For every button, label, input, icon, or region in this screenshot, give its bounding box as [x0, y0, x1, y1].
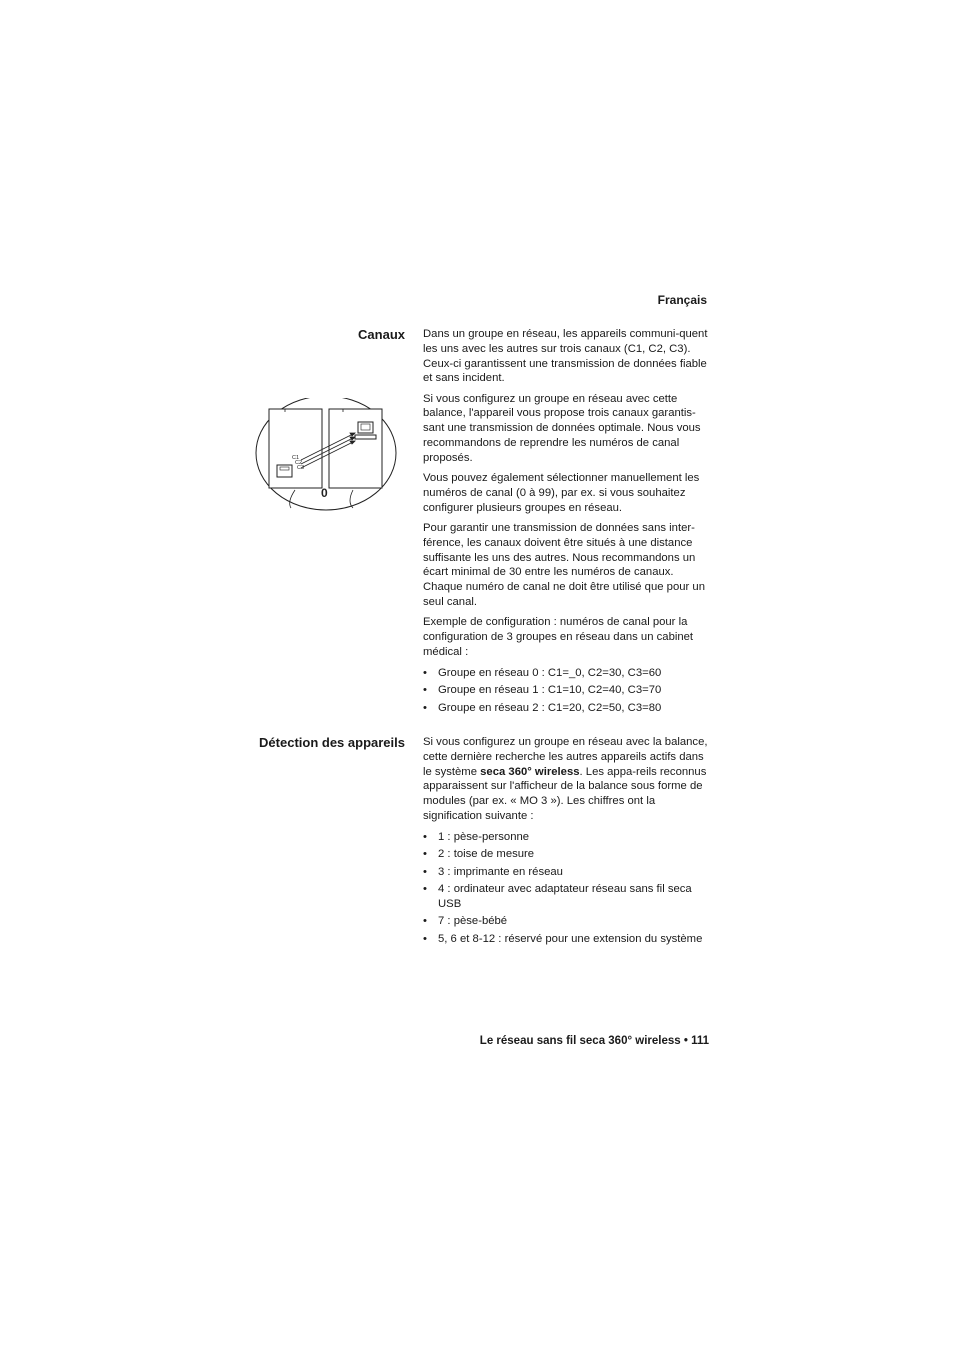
bullet-icon: • — [423, 684, 427, 697]
language-label: Français — [657, 293, 707, 307]
bullet-list — [423, 666, 715, 716]
page-footer: Le réseau sans fil seca 360° wireless • 111 — [479, 1035, 709, 1047]
list-item — [423, 830, 715, 845]
paragraph: Exemple de configuration : numéros de canal pour la configuration de 3 groupes en réseau dans un cabinet médical : — [423, 616, 694, 658]
channel-label-c3: C3 — [297, 465, 305, 471]
list-item — [423, 701, 715, 716]
paragraph: Dans un groupe en réseau, les appareils communi-quent les uns avec les autres sur trois canaux (C1, C2, C3). Ceux-ci garantissent une transmission de données fiable et sans incident. — [423, 328, 708, 385]
list-item-text: 1 : pèse-personne — [438, 830, 530, 843]
list-item-text: 5, 6 et 8-12 : réservé pour une extension du système — [438, 932, 703, 945]
paragraph: Vous pouvez également sélectionner manuellement les numéros de canal (0 à 99), par ex. si vous souhaitez configurer plusieurs groupes en réseau. — [423, 472, 700, 514]
list-item-text: 2 : toise de mesure — [438, 848, 535, 861]
bullet-icon: • — [423, 865, 427, 878]
product-name: seca 360° wireless — [480, 765, 580, 778]
section-heading-canaux: Canaux — [358, 327, 405, 342]
list-item — [423, 683, 715, 698]
bullet-icon: • — [423, 666, 427, 679]
list-item — [423, 914, 715, 929]
bullet-icon: • — [423, 701, 427, 714]
list-item-text: 4 : ordinateur avec adaptateur réseau sans fil seca USB — [438, 882, 692, 910]
channel-label-c1: C1 — [292, 455, 300, 461]
list-item — [423, 865, 715, 880]
list-item-text: 7 : pèse-bébé — [438, 915, 508, 928]
channel-label-c2: C2 — [295, 460, 303, 466]
bullet-icon: • — [423, 848, 427, 861]
intro-text: Si vous configurez un groupe en réseau avec la balance, cette dernière recherche les autres appareils actifs dans le système — [423, 736, 708, 778]
paragraph: Pour garantir une transmission de données sans inter-férence, les canaux doivent être situés à une distance suffisante les uns des autres. Nous recommandons un écart minimal de 30 entre les numéros de canaux. Chaque numéro de canal ne doit être utilisé que pour un seul canal. — [423, 522, 705, 609]
bullet-icon: • — [423, 830, 427, 843]
list-item-text: Groupe en réseau 0 : C1=_0, C2=30, C3=60 — [438, 666, 662, 679]
list-item — [423, 882, 715, 912]
door-arc-left — [290, 490, 295, 508]
list-item-text: Groupe en réseau 1 : C1=10, C2=40, C3=70 — [438, 684, 662, 697]
computer-icon — [355, 422, 376, 439]
section-body-canaux — [423, 327, 715, 718]
list-item-text: 3 : imprimante en réseau — [438, 865, 563, 878]
intro-text-continued: . Les appa-reils reconnus apparaissent sur l'afficheur de la balance sous forme de modules (par ex. « MO 3 »). Les chiffres ont la signification suivante : — [423, 765, 707, 822]
section-body-detection — [423, 735, 715, 949]
section-heading-detection: Détection des appareils — [259, 735, 405, 750]
bullet-icon: • — [423, 932, 427, 945]
bullet-icon: • — [423, 882, 427, 895]
list-item-text: Groupe en réseau 2 : C1=20, C2=50, C3=80 — [438, 701, 662, 714]
list-item — [423, 666, 715, 681]
bullet-icon: • — [423, 915, 427, 928]
paragraph: Si vous configurez un groupe en réseau avec cette balance, l'appareil vous propose trois canaux garantis-sant une transmission de données optimale. Nous vous recommandons de reprendre les numéros de canal proposés. — [423, 392, 701, 464]
list-item — [423, 847, 715, 862]
list-item — [423, 932, 715, 947]
bullet-list — [423, 830, 715, 947]
network-channels-figure — [255, 398, 405, 518]
group-number-label: 0 — [321, 486, 328, 500]
door-arc-right — [350, 490, 353, 508]
scale-icon — [277, 465, 292, 477]
room-right — [329, 409, 382, 488]
paragraph — [423, 735, 715, 824]
